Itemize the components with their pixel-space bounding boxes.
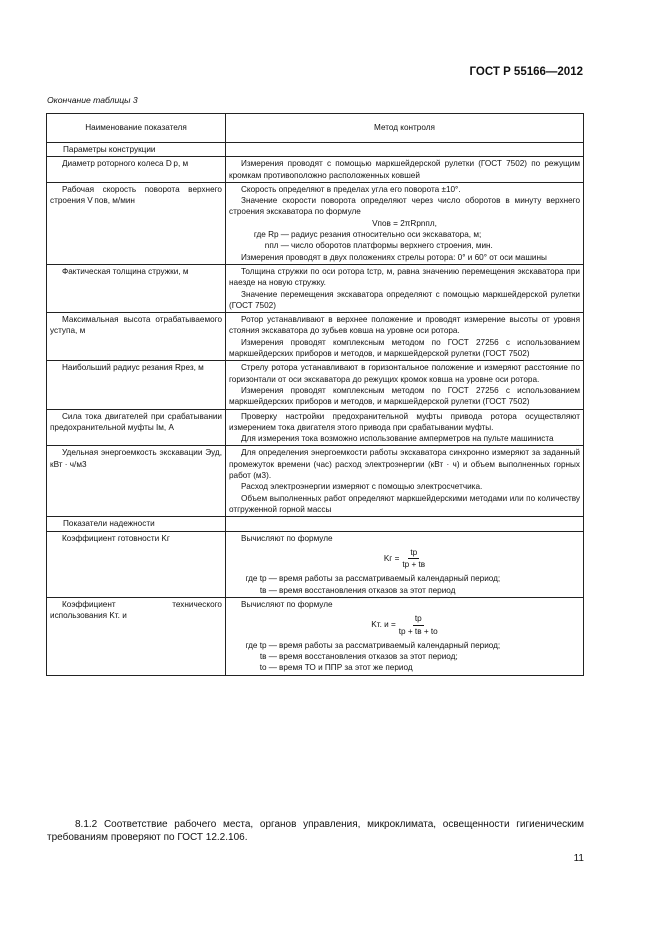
column-header-indicator: Наименование показателя xyxy=(47,114,226,143)
indicator-name: Коэффициент технического использования Kт. и xyxy=(47,597,226,675)
section-header-design: Параметры конструкции xyxy=(47,143,226,157)
control-method: Измерения проводят с помощью маркшейдерской рулетки (ГОСТ 7502) по режущим кромкам противоположно расположенных ковшей xyxy=(226,157,584,183)
table-row xyxy=(47,531,584,597)
document-id: ГОСТ Р 55166—2012 xyxy=(469,66,583,78)
control-method: Для определения энергоемкости работы экскаватора синхронно измеряют за заданный промежуток времени (час) расход электроэнергии (кВт · ч) и объем выполненных горных работ (м3). Расход электроэнергии измеряют с помощью электросчетчика. Объем выполненных работ определяют маркшейдерскими методами или по количеству отгруженной горной массы xyxy=(226,446,584,517)
column-header-method: Метод контроля xyxy=(226,114,584,143)
indicator-name: Удельная энергоемкость экскавации Эуд, кВт · ч/м3 xyxy=(47,446,226,517)
section-header-reliability: Показатели надежности xyxy=(47,517,226,531)
table-row xyxy=(47,446,584,517)
control-method: Стрелу ротора устанавливают в горизонтальное положение и измеряют расстояние по горизонтали от оси экскаватора до режущих кромок ковша на уровне оси ротора. Измерения проводят комплексным методом по ГОСТ 27256 с использованием маркшейдерских приборов и методов, и маркшейдерской рулетки (ГОСТ 7502) xyxy=(226,361,584,409)
control-method: Скорость определяют в пределах угла его поворота ±10°. Значение скорости поворота определяют через число оборотов в минуту верхнего строения экскаватора по формуле Vпов = 2πRрnпл, где Rр — радиус резания относительно оси экскаватора, м; nпл — число оборотов платформы верхнего строения, мин. Измерения проводят в двух положениях стрелы ротора: 0° и 60° от оси машины xyxy=(226,182,584,264)
indicator-name: Наибольший радиус резания Rрез, м xyxy=(47,361,226,409)
table-row xyxy=(47,409,584,446)
control-method: Ротор устанавливают в верхнее положение и проводят измерение высоты от уровня стояния экскаватора до зубьев ковша на уровне оси ротора. Измерения проводят комплексным методом по ГОСТ 27256 с использованием маркшейдерских приборов и методов, и маркшейдерской рулетки (ГОСТ 7502) xyxy=(226,313,584,361)
utilization-formula: Kт. и = $\frac{tр}{tр + tв + tо}$ xyxy=(371,614,438,636)
indicator-name: Сила тока двигателей при срабатывании предохранительной муфты Iм, А xyxy=(47,409,226,446)
control-method: Вычисляют по формуле Kт. и = $\frac{tр}{tр + tв + tо}$ где tр — время работы за рассматриваемый календарный период; tв — время восстановления отказов за этот период; tо — время ТО и ППР за этот же период xyxy=(226,597,584,675)
table-row xyxy=(47,313,584,361)
page-number: 11 xyxy=(573,853,584,864)
control-method: Толщина стружки по оси ротора tстр, м, равна значению перемещения экскаватора при наезде на новую стружку. Значение перемещения экскаватора определяют с помощью маркшейдерской рулетки (ГОСТ 7502) xyxy=(226,264,584,312)
table-row xyxy=(47,182,584,264)
table-row xyxy=(47,597,584,675)
availability-formula: Kг = $\frac{tр}{tр + tв}$ xyxy=(383,547,426,570)
paragraph-8-1-2: 8.1.2 Соответствие рабочего места, органов управления, микроклимата, освещенности гигиеническим требованиям проверяют по ГОСТ 12.2.106. xyxy=(47,819,584,843)
table-row xyxy=(47,157,584,183)
indicator-name: Коэффициент готовности Kг xyxy=(47,531,226,597)
table-row xyxy=(47,264,584,312)
control-method: Вычисляют по формуле Kг = $\frac{tр}{tр + tв}$ где tр — время работы за рассматриваемый календарный период; tв — время восстановления отказов за этот период xyxy=(226,531,584,597)
indicator-name: Максимальная высота отрабатываемого уступа, м xyxy=(47,313,226,361)
indicator-name: Фактическая толщина стружки, м xyxy=(47,264,226,312)
speed-formula: Vпов = 2πRрnпл, xyxy=(372,218,437,228)
table-row xyxy=(47,361,584,409)
table-caption: Окончание таблицы 3 xyxy=(47,95,138,105)
control-methods-table xyxy=(46,113,584,676)
indicator-name: Диаметр роторного колеса D р, м xyxy=(47,157,226,183)
control-method: Проверку настройки предохранительной муфты привода ротора осуществляют измерением тока двигателя этого привода при срабатывании муфты. Для измерения тока возможно использование амперметров на пульте машиниста xyxy=(226,409,584,446)
indicator-name: Рабочая скорость поворота верхнего строения V пов, м/мин xyxy=(47,182,226,264)
